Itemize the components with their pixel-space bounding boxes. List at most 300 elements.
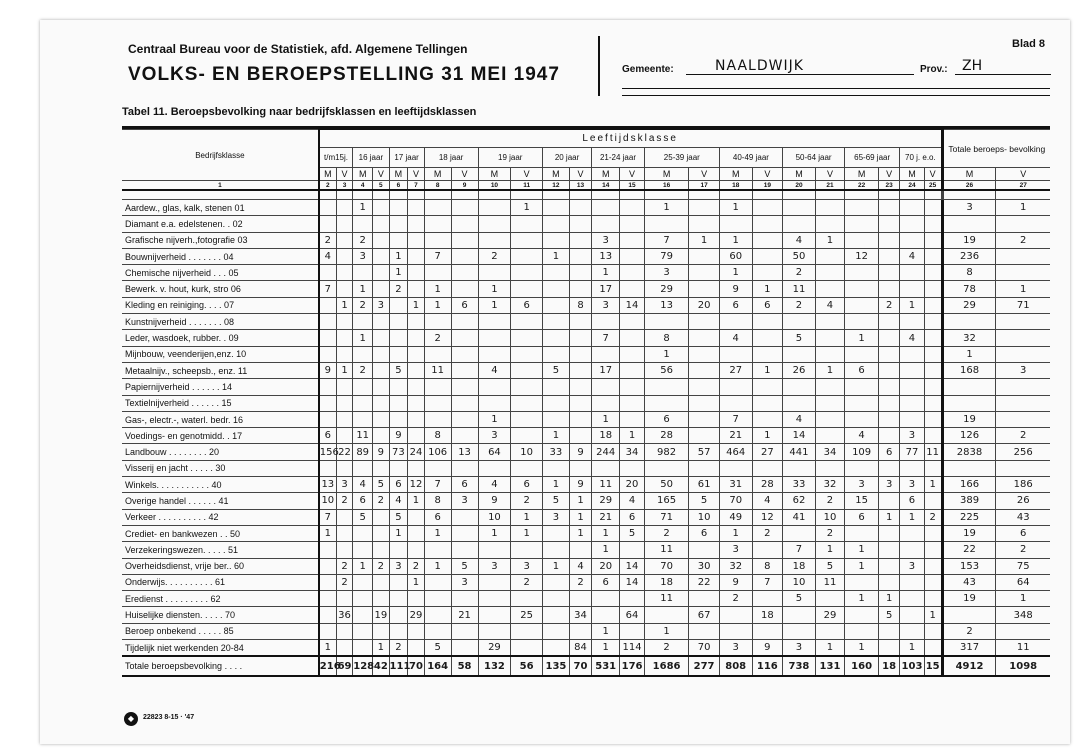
value-cell xyxy=(408,216,424,232)
value-cell: 186 xyxy=(996,477,1050,493)
value-cell: 32 xyxy=(719,558,752,574)
value-cell: 71 xyxy=(644,509,689,525)
value-cell: 1 xyxy=(424,297,451,313)
leeftijd-header: Leeftijdsklasse xyxy=(319,130,942,148)
value-cell: 3 xyxy=(592,297,620,313)
sex-header-v: V xyxy=(336,168,352,181)
value-cell: 2 xyxy=(336,493,352,509)
value-cell: 19 xyxy=(373,607,389,623)
value-cell xyxy=(900,216,925,232)
value-cell xyxy=(389,591,408,607)
value-cell: 1 xyxy=(996,200,1050,216)
sex-header-v: V xyxy=(569,168,591,181)
value-cell xyxy=(424,379,451,395)
value-cell xyxy=(815,216,844,232)
value-cell xyxy=(408,411,424,427)
value-cell: 3 xyxy=(451,493,478,509)
value-cell xyxy=(569,200,591,216)
table-row xyxy=(122,509,1050,525)
value-cell xyxy=(592,346,620,362)
value-cell xyxy=(373,232,389,248)
value-cell xyxy=(353,216,373,232)
value-cell xyxy=(879,558,900,574)
value-cell: 18 xyxy=(592,428,620,444)
sex-header-m: M xyxy=(478,168,511,181)
value-cell: 3 xyxy=(353,248,373,264)
value-cell xyxy=(752,411,782,427)
value-cell xyxy=(408,232,424,248)
value-cell: 5 xyxy=(689,493,719,509)
value-cell: 19 xyxy=(942,411,996,427)
value-cell xyxy=(900,525,925,541)
value-cell xyxy=(879,623,900,639)
value-cell xyxy=(815,200,844,216)
total-value-cell: 1686 xyxy=(644,656,689,676)
value-cell: 43 xyxy=(996,509,1050,525)
value-cell xyxy=(408,460,424,476)
value-cell: 3 xyxy=(389,558,408,574)
value-cell: 4 xyxy=(783,411,816,427)
value-cell: 2 xyxy=(644,525,689,541)
value-cell xyxy=(389,542,408,558)
value-cell: 1 xyxy=(752,281,782,297)
value-cell xyxy=(373,525,389,541)
value-cell xyxy=(424,542,451,558)
value-cell xyxy=(620,200,645,216)
value-cell xyxy=(569,428,591,444)
province-label: Prov.: xyxy=(920,64,948,75)
value-cell xyxy=(451,362,478,378)
value-cell xyxy=(996,623,1050,639)
value-cell: 114 xyxy=(620,640,645,657)
age-group-header: 50-64 jaar xyxy=(783,148,845,168)
spacer-cell xyxy=(845,190,879,200)
value-cell: 29 xyxy=(644,281,689,297)
sex-header-m: M xyxy=(542,168,569,181)
table-row xyxy=(122,395,1050,411)
value-cell: 2 xyxy=(996,428,1050,444)
value-cell xyxy=(373,509,389,525)
value-cell xyxy=(900,542,925,558)
value-cell: 19 xyxy=(942,525,996,541)
value-cell xyxy=(620,395,645,411)
value-cell xyxy=(996,395,1050,411)
value-cell xyxy=(924,428,942,444)
value-cell xyxy=(319,591,337,607)
sex-header-m: M xyxy=(319,168,337,181)
value-cell: 1 xyxy=(478,281,511,297)
table-row xyxy=(122,281,1050,297)
value-cell xyxy=(879,265,900,281)
value-cell: 5 xyxy=(542,362,569,378)
census-table xyxy=(122,129,1050,677)
value-cell: 1 xyxy=(336,362,352,378)
value-cell xyxy=(373,216,389,232)
value-cell xyxy=(924,623,942,639)
value-cell: 33 xyxy=(783,477,816,493)
value-cell: 1 xyxy=(719,525,752,541)
value-cell: 62 xyxy=(783,493,816,509)
value-cell: 1 xyxy=(592,411,620,427)
sex-header-m: M xyxy=(353,168,373,181)
value-cell xyxy=(783,200,816,216)
value-cell xyxy=(900,362,925,378)
value-cell: 20 xyxy=(689,297,719,313)
value-cell xyxy=(924,411,942,427)
value-cell: 389 xyxy=(942,493,996,509)
value-cell xyxy=(783,395,816,411)
value-cell xyxy=(336,281,352,297)
value-cell: 9 xyxy=(389,428,408,444)
value-cell: 3 xyxy=(719,542,752,558)
value-cell xyxy=(424,395,451,411)
value-cell xyxy=(620,232,645,248)
bedrijfsklasse-label: Visserij en jacht . . . . . 30 xyxy=(122,460,319,476)
value-cell: 13 xyxy=(451,444,478,460)
value-cell xyxy=(620,623,645,639)
value-cell xyxy=(924,200,942,216)
value-cell xyxy=(942,460,996,476)
value-cell xyxy=(644,379,689,395)
spacer-cell xyxy=(900,190,925,200)
value-cell: 166 xyxy=(942,477,996,493)
value-cell: 26 xyxy=(996,493,1050,509)
value-cell xyxy=(719,460,752,476)
value-cell: 1 xyxy=(845,330,879,346)
value-cell xyxy=(924,297,942,313)
value-cell xyxy=(689,281,719,297)
value-cell: 982 xyxy=(644,444,689,460)
age-group-header: 16 jaar xyxy=(353,148,389,168)
value-cell xyxy=(424,314,451,330)
value-cell xyxy=(336,379,352,395)
value-cell xyxy=(620,411,645,427)
value-cell: 27 xyxy=(719,362,752,378)
value-cell xyxy=(620,542,645,558)
value-cell xyxy=(478,265,511,281)
value-cell: 9 xyxy=(719,281,752,297)
value-cell: 1 xyxy=(644,623,689,639)
value-cell: 1 xyxy=(620,428,645,444)
value-cell: 10 xyxy=(478,509,511,525)
value-cell: 70 xyxy=(719,493,752,509)
value-cell: 1 xyxy=(569,493,591,509)
value-cell: 32 xyxy=(942,330,996,346)
value-cell xyxy=(924,460,942,476)
value-cell xyxy=(408,395,424,411)
value-cell: 2 xyxy=(424,330,451,346)
value-cell xyxy=(689,395,719,411)
value-cell xyxy=(569,623,591,639)
value-cell xyxy=(924,265,942,281)
total-value-cell: 111 xyxy=(389,656,408,676)
value-cell xyxy=(353,525,373,541)
value-cell xyxy=(924,232,942,248)
bedrijfsklasse-label: Voedings- en genotmidd. . 17 xyxy=(122,428,319,444)
value-cell: 77 xyxy=(900,444,925,460)
value-cell xyxy=(620,346,645,362)
value-cell xyxy=(569,346,591,362)
value-cell: 8 xyxy=(942,265,996,281)
value-cell xyxy=(408,542,424,558)
value-cell xyxy=(389,330,408,346)
value-cell: 15 xyxy=(845,493,879,509)
value-cell xyxy=(592,591,620,607)
value-cell xyxy=(879,640,900,657)
value-cell xyxy=(451,281,478,297)
value-cell xyxy=(542,281,569,297)
value-cell: 12 xyxy=(408,477,424,493)
value-cell: 7 xyxy=(319,509,337,525)
value-cell xyxy=(924,314,942,330)
value-cell xyxy=(424,232,451,248)
value-cell: 19 xyxy=(942,232,996,248)
value-cell xyxy=(752,216,782,232)
value-cell: 79 xyxy=(644,248,689,264)
value-cell xyxy=(644,216,689,232)
value-cell xyxy=(478,607,511,623)
value-cell xyxy=(942,607,996,623)
value-cell: 64 xyxy=(620,607,645,623)
value-cell xyxy=(511,314,543,330)
value-cell xyxy=(752,460,782,476)
value-cell: 6 xyxy=(996,525,1050,541)
value-cell xyxy=(451,623,478,639)
table-row xyxy=(122,444,1050,460)
value-cell xyxy=(511,623,543,639)
value-cell: 244 xyxy=(592,444,620,460)
total-value-cell: 70 xyxy=(569,656,591,676)
value-cell xyxy=(644,395,689,411)
value-cell xyxy=(689,265,719,281)
value-cell xyxy=(996,216,1050,232)
value-cell: 5 xyxy=(783,591,816,607)
value-cell: 4 xyxy=(389,493,408,509)
value-cell xyxy=(815,281,844,297)
value-cell xyxy=(373,330,389,346)
total-value-cell: 18 xyxy=(879,656,900,676)
age-group-header: t/m15j. xyxy=(319,148,353,168)
value-cell: 5 xyxy=(353,509,373,525)
value-cell xyxy=(900,460,925,476)
value-cell: 7 xyxy=(424,477,451,493)
value-cell: 20 xyxy=(620,477,645,493)
value-cell xyxy=(924,493,942,509)
value-cell xyxy=(900,281,925,297)
value-cell xyxy=(592,200,620,216)
value-cell xyxy=(424,591,451,607)
value-cell: 21 xyxy=(592,509,620,525)
value-cell xyxy=(373,265,389,281)
value-cell: 1 xyxy=(592,640,620,657)
value-cell xyxy=(336,314,352,330)
value-cell: 64 xyxy=(478,444,511,460)
value-cell xyxy=(879,542,900,558)
value-cell xyxy=(815,314,844,330)
bedrijfsklasse-label: Chemische nijverheid . . . 05 xyxy=(122,265,319,281)
value-cell xyxy=(451,346,478,362)
sex-header-m: M xyxy=(845,168,879,181)
value-cell: 6 xyxy=(424,509,451,525)
spacer-cell xyxy=(336,190,352,200)
value-cell: 10 xyxy=(511,444,543,460)
value-cell xyxy=(353,265,373,281)
value-cell xyxy=(569,362,591,378)
value-cell: 6 xyxy=(451,477,478,493)
value-cell xyxy=(845,411,879,427)
value-cell: 5 xyxy=(620,525,645,541)
value-cell xyxy=(542,232,569,248)
value-cell: 5 xyxy=(815,558,844,574)
value-cell xyxy=(689,314,719,330)
total-value-cell: 70 xyxy=(408,656,424,676)
value-cell xyxy=(373,591,389,607)
table-row xyxy=(122,542,1050,558)
value-cell xyxy=(373,362,389,378)
value-cell: 14 xyxy=(783,428,816,444)
column-number: 12 xyxy=(542,181,569,191)
value-cell xyxy=(336,265,352,281)
table-row xyxy=(122,379,1050,395)
value-cell xyxy=(478,314,511,330)
value-cell xyxy=(719,607,752,623)
value-cell xyxy=(511,248,543,264)
value-cell xyxy=(319,542,337,558)
value-cell xyxy=(900,607,925,623)
value-cell: 43 xyxy=(942,574,996,590)
value-cell: 1 xyxy=(845,558,879,574)
spacer-cell xyxy=(408,190,424,200)
value-cell xyxy=(389,395,408,411)
spacer-cell xyxy=(511,190,543,200)
value-cell xyxy=(689,623,719,639)
value-cell xyxy=(389,232,408,248)
sex-header-v: V xyxy=(511,168,543,181)
table-row xyxy=(122,640,1050,657)
value-cell xyxy=(373,574,389,590)
value-cell: 1 xyxy=(815,640,844,657)
value-cell xyxy=(373,200,389,216)
value-cell xyxy=(353,542,373,558)
value-cell xyxy=(845,574,879,590)
value-cell xyxy=(752,314,782,330)
column-number: 20 xyxy=(783,181,816,191)
value-cell xyxy=(353,574,373,590)
value-cell xyxy=(879,525,900,541)
value-cell xyxy=(996,411,1050,427)
value-cell: 61 xyxy=(689,477,719,493)
value-cell xyxy=(353,411,373,427)
value-cell xyxy=(752,379,782,395)
value-cell xyxy=(689,216,719,232)
value-cell xyxy=(620,265,645,281)
value-cell: 70 xyxy=(689,640,719,657)
value-cell xyxy=(319,574,337,590)
value-cell: 6 xyxy=(845,509,879,525)
value-cell xyxy=(336,411,352,427)
value-cell xyxy=(815,460,844,476)
column-number: 8 xyxy=(424,181,451,191)
value-cell xyxy=(408,346,424,362)
value-cell: 71 xyxy=(996,297,1050,313)
sex-header-v: V xyxy=(752,168,782,181)
value-cell xyxy=(900,623,925,639)
value-cell xyxy=(451,265,478,281)
value-cell xyxy=(719,346,752,362)
column-number: 23 xyxy=(879,181,900,191)
value-cell: 7 xyxy=(592,330,620,346)
value-cell xyxy=(924,330,942,346)
age-group-header: 40-49 jaar xyxy=(719,148,782,168)
value-cell: 1 xyxy=(569,509,591,525)
column-number: 26 xyxy=(942,181,996,191)
value-cell: 1 xyxy=(319,525,337,541)
value-cell: 22 xyxy=(942,542,996,558)
value-cell: 21 xyxy=(719,428,752,444)
value-cell: 1 xyxy=(478,525,511,541)
value-cell: 2 xyxy=(815,493,844,509)
spacer-cell xyxy=(783,190,816,200)
value-cell: 8 xyxy=(644,330,689,346)
value-cell xyxy=(592,395,620,411)
value-cell: 29 xyxy=(815,607,844,623)
total-value-cell: 4912 xyxy=(942,656,996,676)
value-cell: 11 xyxy=(644,591,689,607)
value-cell xyxy=(424,607,451,623)
value-cell xyxy=(879,428,900,444)
value-cell xyxy=(319,216,337,232)
value-cell: 165 xyxy=(644,493,689,509)
value-cell: 3 xyxy=(942,200,996,216)
value-cell: 17 xyxy=(592,281,620,297)
value-cell xyxy=(845,525,879,541)
value-cell: 5 xyxy=(389,362,408,378)
value-cell: 3 xyxy=(592,232,620,248)
value-cell xyxy=(373,346,389,362)
value-cell: 6 xyxy=(689,525,719,541)
value-cell: 28 xyxy=(644,428,689,444)
value-cell: 1 xyxy=(373,640,389,657)
value-cell: 8 xyxy=(424,428,451,444)
value-cell xyxy=(542,623,569,639)
value-cell xyxy=(336,232,352,248)
value-cell: 29 xyxy=(942,297,996,313)
value-cell: 9 xyxy=(752,640,782,657)
value-cell xyxy=(511,330,543,346)
value-cell: 11 xyxy=(644,542,689,558)
value-cell: 1 xyxy=(996,591,1050,607)
value-cell xyxy=(845,200,879,216)
value-cell: 11 xyxy=(424,362,451,378)
value-cell xyxy=(689,542,719,558)
sex-header-v: V xyxy=(815,168,844,181)
value-cell xyxy=(451,411,478,427)
value-cell xyxy=(689,411,719,427)
value-cell xyxy=(542,200,569,216)
value-cell: 256 xyxy=(996,444,1050,460)
print-code: 22823 8-15 · '47 xyxy=(143,714,195,721)
value-cell xyxy=(319,395,337,411)
bedrijfsklasse-label: Textielnijverheid . . . . . . 15 xyxy=(122,395,319,411)
value-cell: 6 xyxy=(845,362,879,378)
value-cell: 4 xyxy=(900,330,925,346)
spacer-cell xyxy=(752,190,782,200)
total-value-cell: 132 xyxy=(478,656,511,676)
sex-header-v: V xyxy=(924,168,942,181)
age-group-header: 19 jaar xyxy=(478,148,542,168)
bedrijfsklasse-label: Verkeer . . . . . . . . . . 42 xyxy=(122,509,319,525)
value-cell: 1 xyxy=(511,525,543,541)
